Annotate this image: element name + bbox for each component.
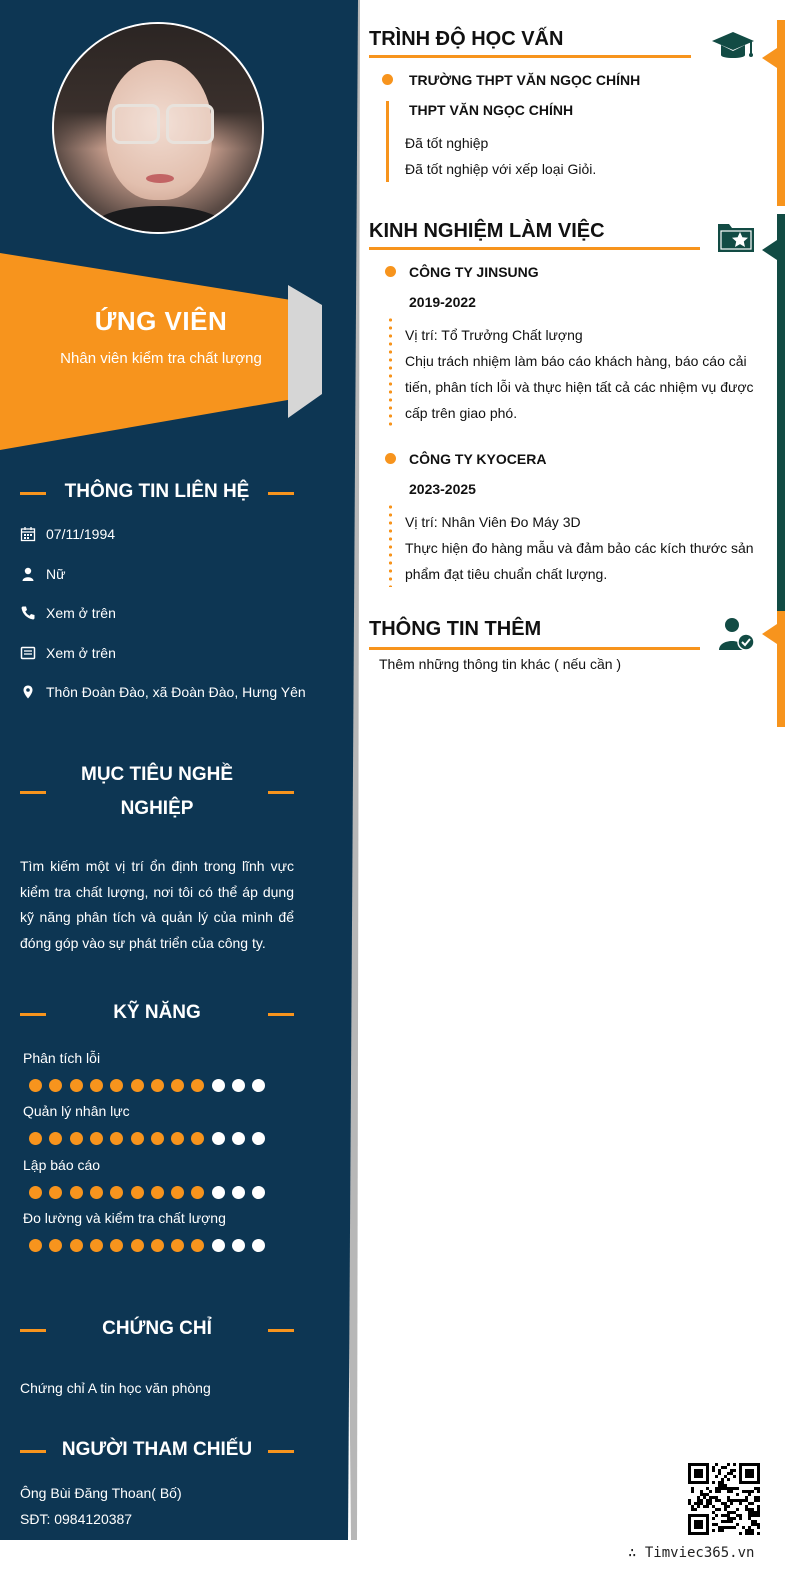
- job-company: CÔNG TY KYOCERA: [409, 451, 547, 467]
- additional-text: Thêm những thông tin khác ( nếu cần ): [379, 656, 622, 672]
- job-timeline: [389, 503, 392, 587]
- folder-star-icon: [716, 220, 756, 254]
- skills-heading-text: KỸ NĂNG: [113, 1002, 201, 1023]
- objective-heading-line1: MỤC TIÊU NGHỀ: [81, 764, 233, 785]
- skill-dot: [90, 1186, 103, 1199]
- graduation-cap-icon: [711, 30, 755, 64]
- contact-heading-text: THÔNG TIN LIÊN HỆ: [64, 481, 250, 502]
- phone-icon: [20, 605, 36, 621]
- job-description: Thực hiện đo hàng mẫu và đảm bảo các kích thước sản: [405, 540, 754, 556]
- education-timeline: [386, 101, 389, 182]
- skill-dot: [212, 1239, 225, 1252]
- skill-dot: [90, 1239, 103, 1252]
- skill-dot: [232, 1239, 245, 1252]
- heading-bar-right: [268, 1013, 294, 1016]
- job-role: Vị trí: Tổ Trưởng Chất lượng: [405, 327, 583, 343]
- skill-dot: [29, 1079, 42, 1092]
- additional-pointer: [760, 622, 780, 646]
- education-school: TRƯỜNG THPT VĂN NGỌC CHÍNH: [409, 72, 641, 88]
- skill-dot: [131, 1132, 144, 1145]
- references-heading: [20, 1438, 294, 1462]
- skill-label: Phân tích lỗi: [23, 1050, 101, 1066]
- job-period: 2019-2022: [409, 294, 476, 310]
- heading-bar-left: [20, 791, 46, 794]
- skill-dot: [131, 1239, 144, 1252]
- job-description: tiến, phân tích lỗi và thực hiện tất cả các nhiệm vụ được: [405, 379, 754, 395]
- education-grade: Đã tốt nghiệp với xếp loại Giỏi.: [405, 161, 597, 177]
- skill-dot: [131, 1186, 144, 1199]
- contact-value: Xem ở trên: [46, 645, 116, 661]
- heading-bar-left: [20, 492, 46, 495]
- skill-dot: [151, 1079, 164, 1092]
- reference-phone: SĐT: 0984120387: [20, 1511, 133, 1527]
- skill-dot: [90, 1079, 103, 1092]
- additional-heading-underline: [369, 647, 700, 650]
- skills-heading: [20, 1001, 294, 1025]
- candidate-name: ỨNG VIÊN: [94, 306, 228, 336]
- heading-bar-left: [20, 1329, 46, 1332]
- user-icon: [20, 566, 36, 582]
- job-bullet: [385, 266, 396, 277]
- skill-dot: [171, 1132, 184, 1145]
- objective-heading-line2: NGHIỆP: [120, 798, 194, 819]
- heading-bar-left: [20, 1013, 46, 1016]
- education-pointer: [760, 46, 780, 70]
- skill-dot: [29, 1239, 42, 1252]
- additional-heading: THÔNG TIN THÊM: [369, 618, 542, 640]
- experience-heading: KINH NGHIỆM LÀM VIỆC: [369, 220, 605, 242]
- email-icon: [20, 645, 36, 661]
- job-timeline: [389, 316, 392, 426]
- heading-bar-right: [268, 791, 294, 794]
- avatar-photo: [52, 22, 264, 234]
- objective-heading: [20, 758, 294, 824]
- education-heading-underline: [369, 55, 691, 58]
- skill-dot: [212, 1079, 225, 1092]
- skill-dot: [151, 1239, 164, 1252]
- skill-dot: [70, 1079, 83, 1092]
- heading-bar-left: [20, 1450, 46, 1453]
- job-period: 2023-2025: [409, 481, 476, 497]
- certificates-heading: [20, 1317, 294, 1341]
- education-heading: TRÌNH ĐỘ HỌC VẤN: [369, 28, 564, 50]
- skill-dot: [212, 1186, 225, 1199]
- skill-dot: [171, 1186, 184, 1199]
- skill-dot: [90, 1132, 103, 1145]
- education-bullet: [382, 74, 393, 85]
- footer-brand: ∴ Timviec365.vn: [628, 1545, 755, 1561]
- skill-dot: [131, 1079, 144, 1092]
- heading-bar-right: [268, 1450, 294, 1453]
- skill-dot: [70, 1239, 83, 1252]
- skill-dot: [70, 1186, 83, 1199]
- job-description: Chịu trách nhiệm làm báo cáo khách hàng, báo cáo cải: [405, 353, 747, 369]
- skill-dot: [151, 1132, 164, 1145]
- heading-bar-right: [268, 1329, 294, 1332]
- contact-value: Xem ở trên: [46, 605, 116, 621]
- skill-dot: [29, 1132, 42, 1145]
- objective-text: Tìm kiếm một vị trí ổn định trong lĩnh vực kiểm tra chất lượng, nơi tôi có thể áp dụng kỹ năng phân tích và quản lý của mình để đóng góp vào sự phát triển của công ty.: [20, 858, 294, 952]
- heading-bar-right: [268, 492, 294, 495]
- education-major: THPT VĂN NGỌC CHÍNH: [409, 102, 574, 118]
- skill-dot: [171, 1079, 184, 1092]
- skill-label: Đo lường và kiểm tra chất lượng: [23, 1210, 226, 1226]
- experience-heading-underline: [369, 247, 700, 250]
- job-role: Vị trí: Nhân Viên Đo Máy 3D: [405, 514, 581, 530]
- experience-side-strip: [777, 214, 785, 611]
- location-icon: [20, 684, 36, 700]
- candidate-position: Nhân viên kiểm tra chất lượng: [60, 350, 262, 367]
- skill-dot: [151, 1186, 164, 1199]
- user-check-icon: [718, 616, 756, 652]
- contact-value: 07/11/1994: [46, 526, 116, 542]
- certificate-item: Chứng chỉ A tin học văn phòng: [20, 1380, 211, 1396]
- education-status: Đã tốt nghiệp: [405, 135, 489, 151]
- skill-dot: [232, 1079, 245, 1092]
- skill-dot: [70, 1132, 83, 1145]
- experience-pointer: [760, 238, 780, 262]
- qr-code-icon: [688, 1463, 760, 1535]
- skill-label: Lập báo cáo: [23, 1157, 101, 1173]
- job-company: CÔNG TY JINSUNG: [409, 264, 539, 280]
- reference-name: Ông Bùi Đăng Thoan( Bố): [20, 1485, 182, 1501]
- skill-dot: [232, 1186, 245, 1199]
- skill-dot: [212, 1132, 225, 1145]
- skill-dot: [232, 1132, 245, 1145]
- job-bullet: [385, 453, 396, 464]
- contact-heading: [20, 480, 294, 504]
- certificates-heading-text: CHỨNG CHỈ: [102, 1318, 212, 1339]
- skill-label: Quản lý nhân lực: [23, 1103, 130, 1119]
- job-description: phẩm đạt tiêu chuẩn chất lượng.: [405, 566, 608, 582]
- calendar-icon: [20, 526, 36, 542]
- contact-value: Thôn Đoàn Đào, xã Đoàn Đào, Hưng Yên: [46, 684, 306, 700]
- contact-value: Nữ: [46, 566, 66, 582]
- skill-dot: [29, 1186, 42, 1199]
- skill-dot: [171, 1239, 184, 1252]
- references-heading-text: NGƯỜI THAM CHIẾU: [61, 1439, 253, 1460]
- job-description: cấp trên giao phó.: [405, 405, 518, 421]
